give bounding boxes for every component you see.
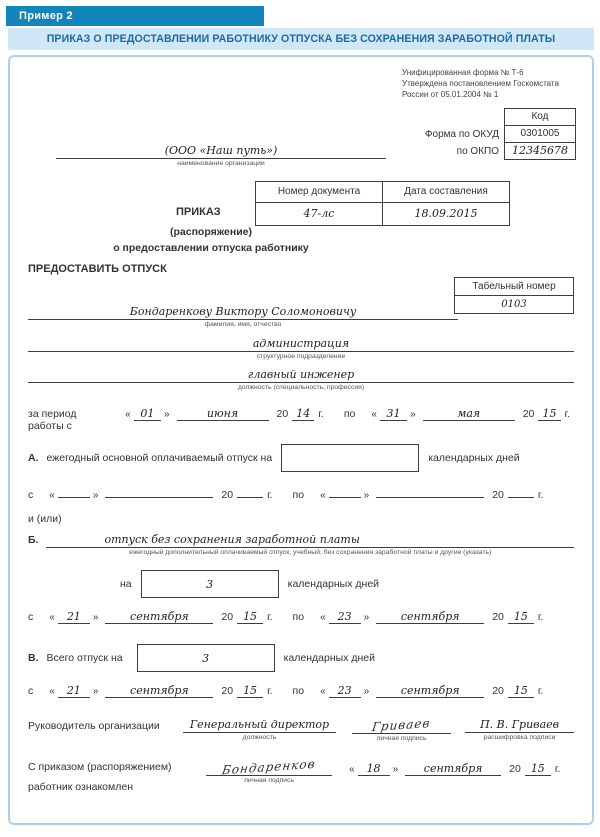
- year-suffix: г.: [267, 685, 273, 698]
- ack-signature-field: [206, 758, 332, 784]
- head-signature-field: [352, 715, 451, 743]
- organization-field: [56, 144, 386, 167]
- organization-name-value: (ООО «Наш путь»): [56, 144, 386, 159]
- quote-open: «: [320, 686, 326, 698]
- section-b-month-from: сентября: [105, 610, 213, 624]
- year-suffix: г.: [537, 685, 544, 698]
- section-b-caption: ежегодный дополнительный оплачиваемый отпуск, учебный, без сохранения заработной платы и другие (указать): [129, 549, 492, 557]
- example-badge: Пример 2: [6, 6, 264, 26]
- po-token: по: [292, 489, 305, 502]
- section-b-day-from: 21: [58, 610, 90, 624]
- section-b-month-to: сентября: [376, 610, 484, 624]
- codes-section: [28, 109, 574, 169]
- ack-label: [28, 758, 196, 798]
- organization-name-caption: наименование организации: [177, 159, 265, 167]
- head-position-value: Генеральный директор: [183, 718, 336, 733]
- section-a-year-to: [508, 484, 534, 498]
- quote-close: »: [410, 409, 416, 421]
- head-signature-script: Гриваев: [371, 715, 432, 735]
- okud-value: 0301005: [504, 125, 576, 143]
- quote-open: «: [125, 409, 131, 421]
- po-token: по: [343, 408, 356, 421]
- section-b-year-to: 15: [508, 610, 534, 624]
- doc-date-value: 18.09.2015: [383, 202, 510, 225]
- year-suffix: г.: [554, 763, 561, 776]
- section-a-line: [28, 444, 574, 472]
- section-v-label: В.: [28, 652, 39, 665]
- code-header-spacer: [425, 109, 504, 126]
- quote-open: «: [49, 686, 55, 698]
- section-v-month-from: сентября: [105, 684, 213, 698]
- form-approval-note: [402, 67, 574, 101]
- section-b-day-to: 23: [329, 610, 361, 624]
- year-suffix: г.: [267, 489, 273, 502]
- personnel-number-header: Табельный номер: [454, 277, 574, 296]
- po-token: по: [292, 611, 305, 624]
- ack-signature-script: Бондаренков: [221, 756, 317, 778]
- section-b-days-line: [28, 570, 574, 598]
- work-period-month-from: июня: [177, 407, 269, 421]
- section-b-days-box: 3: [141, 570, 279, 598]
- quote-open: «: [320, 490, 326, 502]
- quote-open: «: [349, 764, 355, 776]
- department-value: администрация: [28, 337, 574, 352]
- section-a-label: А.: [28, 452, 39, 465]
- employee-name-caption: фамилия, имя, отчество: [204, 321, 282, 329]
- personnel-number-value: 0103: [454, 295, 574, 314]
- year-suffix: г.: [564, 408, 570, 421]
- head-position-field: [183, 718, 336, 741]
- year-suffix: г.: [318, 408, 324, 421]
- form-approval-line3: России от 05.01.2004 № 1: [402, 90, 499, 100]
- quote-open: «: [49, 490, 55, 502]
- year-suffix: г.: [537, 611, 544, 624]
- section-b-field: [46, 533, 574, 556]
- position-caption: должность (специальность, профессия): [237, 384, 365, 392]
- section-v-day-from: 21: [58, 684, 90, 698]
- code-header-cell: Код: [504, 108, 576, 126]
- grant-leave-heading: ПРЕДОСТАВИТЬ ОТПУСК: [28, 263, 167, 276]
- okud-label: Форма по ОКУД: [424, 128, 499, 140]
- quote-close: »: [92, 490, 99, 502]
- document-title: ПРИКАЗ О ПРЕДОСТАВЛЕНИИ РАБОТНИКУ ОТПУСКА БЕЗ СОХРАНЕНИЯ ЗАРАБОТНОЙ ПЛАТЫ: [8, 28, 594, 50]
- ack-date-line: [346, 758, 564, 776]
- century-token: 20: [492, 611, 504, 624]
- head-signature-caption: личная подпись: [376, 735, 427, 743]
- work-period-day-to: 31: [380, 407, 407, 421]
- section-v-day-to: 23: [329, 684, 361, 698]
- quote-close: »: [92, 612, 99, 624]
- order-title: ПРИКАЗ: [176, 205, 221, 218]
- quote-close: »: [92, 686, 99, 698]
- okpo-label: по ОКПО: [456, 145, 499, 157]
- acknowledgement-row: [28, 758, 574, 798]
- ack-day-value: 18: [358, 762, 390, 776]
- work-period-month-to: мая: [423, 407, 515, 421]
- order-subtitle-rasporyazhenie: (распоряжение): [169, 225, 253, 238]
- quote-open: «: [320, 612, 326, 624]
- section-b-dates-line: [28, 610, 574, 624]
- head-name-field: [465, 718, 574, 741]
- work-period-year-to: 15: [538, 407, 560, 421]
- section-v-dates-line: [28, 684, 574, 698]
- section-a-year-from: [237, 484, 263, 498]
- ack-label-line1: С приказом (распоряжением): [28, 761, 172, 774]
- employee-name-field: [28, 305, 458, 328]
- ack-year-value: 15: [525, 762, 551, 776]
- section-a-days-box: [281, 444, 419, 472]
- quote-open: «: [49, 612, 55, 624]
- section-v-year-to: 15: [508, 684, 534, 698]
- employee-name-value: Бондаренкову Виктору Соломоновичу: [28, 305, 458, 320]
- order-subtitle-grant-leave: о предоставлении отпуска работнику: [113, 241, 309, 254]
- century-token: 20: [221, 489, 234, 502]
- section-v-days-box: 3: [137, 644, 275, 672]
- section-v-year-from: 15: [237, 684, 263, 698]
- century-token: 20: [221, 611, 234, 624]
- s-token: с: [28, 611, 34, 624]
- days-suffix: календарных дней: [428, 452, 520, 465]
- head-signature-value: [352, 715, 451, 735]
- quote-close: »: [163, 409, 170, 421]
- section-v-line: [28, 644, 574, 672]
- century-token: 20: [276, 408, 289, 421]
- year-suffix: г.: [537, 489, 544, 502]
- section-v-month-to: сентября: [376, 684, 484, 698]
- head-position-caption: должность: [242, 734, 277, 742]
- form-approval-line1: Унифицированная форма № Т-6: [402, 68, 524, 77]
- head-of-org-label: Руководитель организации: [28, 720, 160, 733]
- quote-close: »: [363, 686, 370, 698]
- ack-month-value: сентября: [405, 762, 501, 776]
- personnel-number-table: [454, 277, 574, 314]
- century-token: 20: [492, 685, 504, 698]
- section-a-month-to: [376, 484, 484, 498]
- century-token: 20: [509, 763, 521, 776]
- days-suffix: календарных дней: [283, 652, 375, 665]
- section-a-day-to: [329, 484, 361, 498]
- po-token: по: [292, 685, 305, 698]
- section-a-dates-line: [28, 484, 574, 501]
- form-approval-line2: Утверждена постановлением Госкомстата: [402, 79, 559, 89]
- s-token: с: [28, 489, 34, 502]
- and-or-text: и (или): [28, 513, 62, 526]
- section-a-text: ежегодный основной оплачиваемый отпуск на: [46, 452, 273, 465]
- work-period-label: за период работы с: [28, 408, 77, 433]
- head-signature-row: [28, 715, 574, 743]
- position-value: главный инженер: [28, 368, 574, 383]
- doc-number-header: Номер документа: [256, 181, 383, 202]
- section-v-text: Всего отпуск на: [46, 652, 123, 665]
- doc-number-table: [255, 181, 510, 226]
- section-b-label: Б.: [28, 534, 39, 547]
- codes-table: [425, 109, 574, 160]
- section-b-value: отпуск без сохранения заработной платы: [46, 533, 574, 548]
- na-token: на: [120, 578, 132, 591]
- section-b-line: [28, 533, 574, 556]
- century-token: 20: [221, 685, 234, 698]
- employee-section: [28, 277, 574, 329]
- ack-signature-value: [206, 756, 332, 778]
- form-card: [8, 55, 594, 825]
- section-a-month-from: [105, 484, 213, 498]
- work-period-line: [28, 407, 574, 432]
- work-period-day-from: 01: [134, 407, 161, 421]
- order-subtitles: [28, 224, 394, 257]
- section-b-year-from: 15: [237, 610, 263, 624]
- position-field: [28, 368, 574, 391]
- ack-label-line2: работник ознакомлен: [28, 781, 133, 794]
- year-suffix: г.: [267, 611, 273, 624]
- century-token: 20: [522, 408, 535, 421]
- okpo-value: 12345678: [504, 142, 576, 160]
- quote-close: »: [392, 764, 399, 776]
- century-token: 20: [492, 489, 504, 502]
- quote-close: »: [363, 490, 370, 502]
- head-name-value: П. В. Гриваев: [465, 718, 574, 733]
- s-token: с: [28, 685, 34, 698]
- ack-signature-caption: личная подпись: [243, 777, 295, 785]
- section-a-day-from: [58, 484, 90, 498]
- doc-date-header: Дата составления: [383, 181, 510, 202]
- days-suffix: календарных дней: [287, 578, 380, 591]
- doc-number-value: 47-лс: [256, 202, 383, 225]
- department-field: [28, 337, 574, 360]
- doc-number-section: [28, 181, 574, 223]
- work-period-year-from: 14: [292, 407, 314, 421]
- department-caption: структурное подразделение: [256, 353, 346, 361]
- quote-open: «: [371, 409, 377, 421]
- quote-close: »: [363, 612, 370, 624]
- head-name-caption: расшифровка подписи: [483, 734, 556, 742]
